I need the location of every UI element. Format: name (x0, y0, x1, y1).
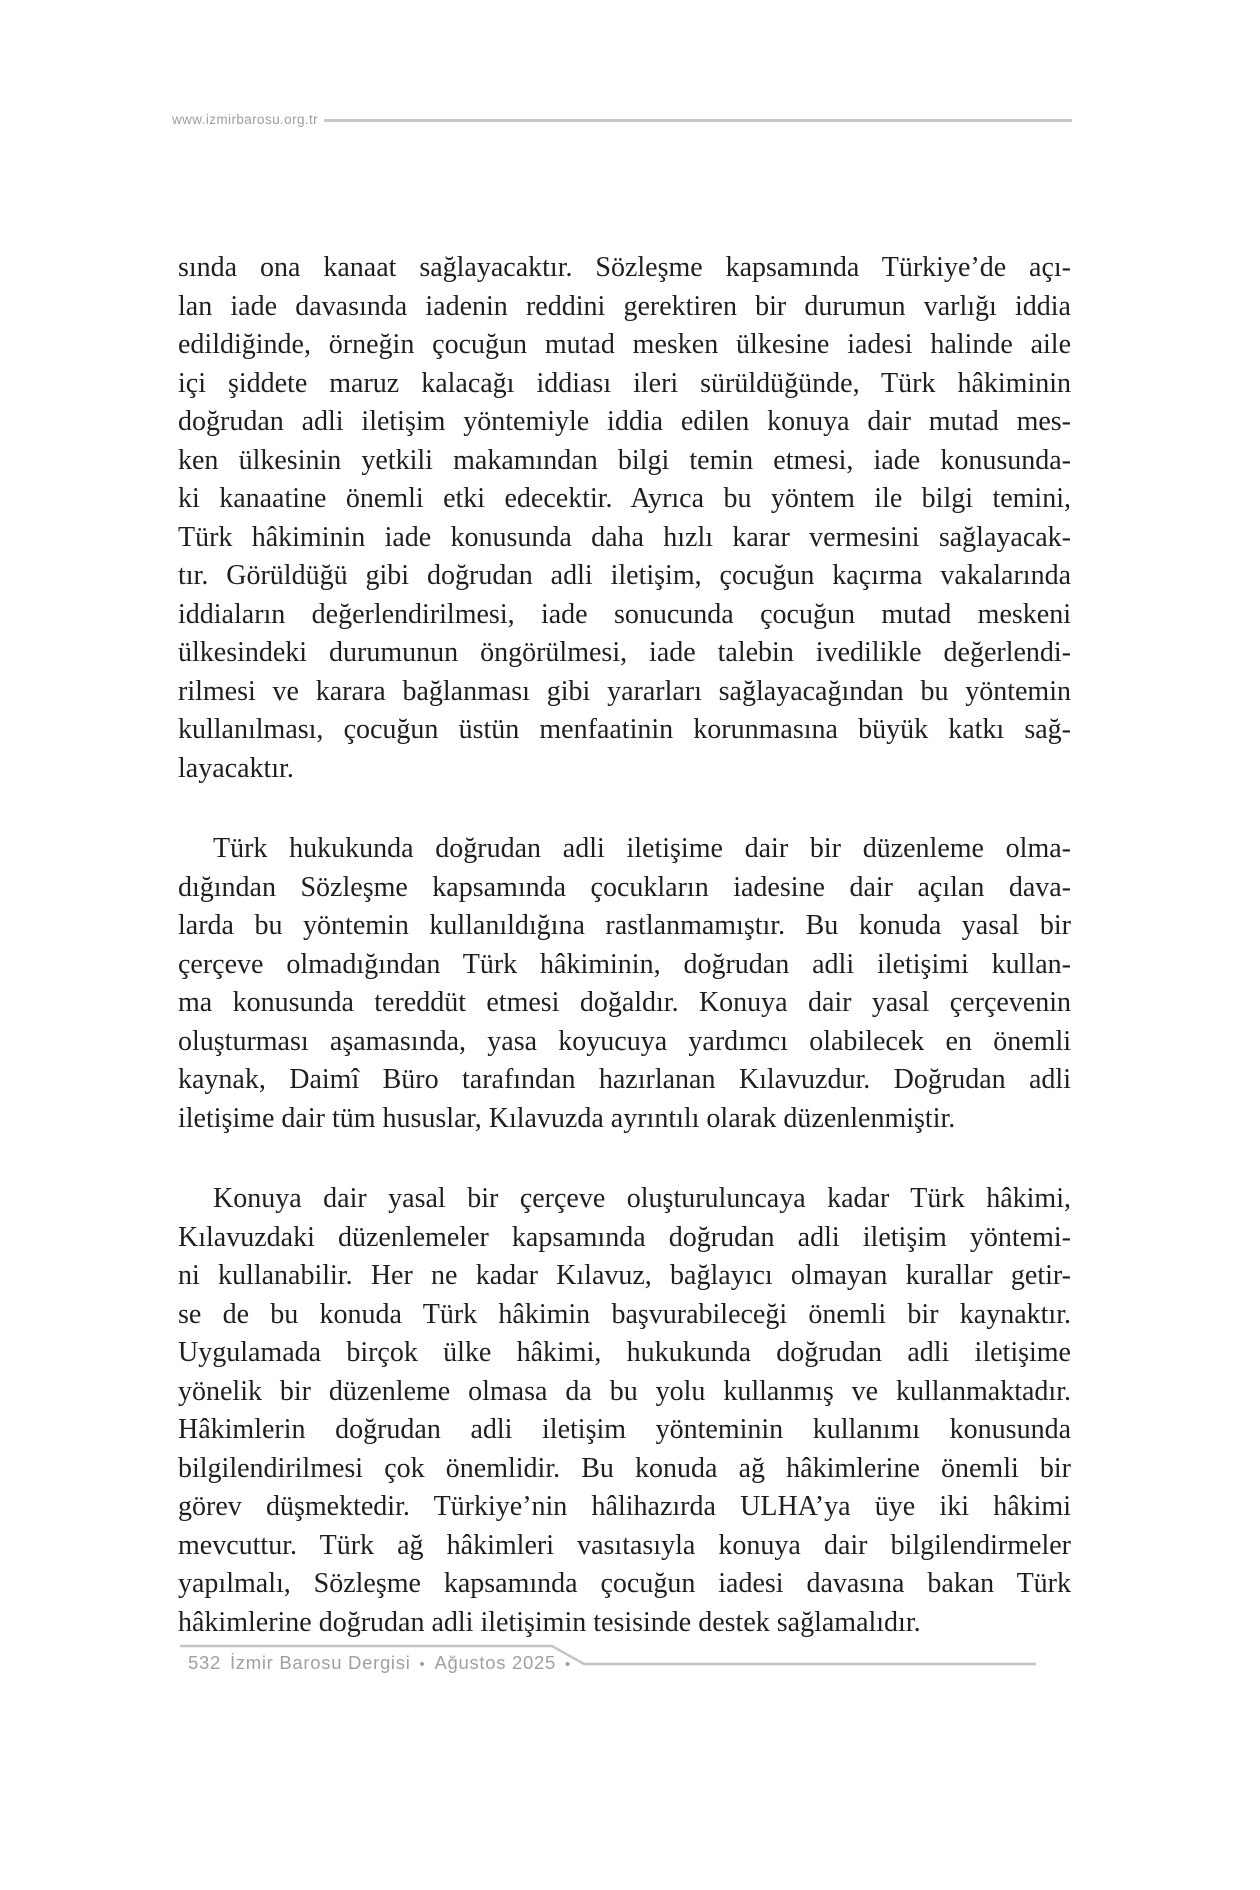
bullet-separator: • (419, 1656, 426, 1673)
text-line: ma konusunda tereddüt etmesi doğaldır. Konuya dair yasal çerçevenin (178, 987, 1071, 1018)
text-line: çerçeve olmadığından Türk hâkiminin, doğrudan adli iletişimi kullan- (178, 948, 1071, 980)
text-line: kullanılması, çocuğun üstün menfaatinin korunmasına büyük katkı sağ- (178, 714, 1071, 745)
text-line: kaynak, Daimî Büro tarafından hazırlanan Kılavuzdur. Doğrudan adli (178, 1064, 1071, 1095)
text-line: layacaktır. (178, 752, 294, 784)
paragraph (178, 249, 1071, 788)
bullet-separator: • (565, 1656, 571, 1673)
text-line: yapılmalı, Sözleşme kapsamında çocuğun iadesi davasına bakan Türk (178, 1568, 1071, 1599)
text-line: Konuya dair yasal bir çerçeve oluşturuluncaya kadar Türk hâkimi, (213, 1183, 1071, 1214)
text-line: rilmesi ve karara bağlanması gibi yararları sağlayacağından bu yöntemin (178, 675, 1071, 707)
header-rule (324, 119, 1072, 122)
text-line: yönelik bir düzenleme olmasa da bu yolu kullanmış ve kullanmaktadır. (178, 1375, 1071, 1407)
text-line: iddiaların değerlendirilmesi, iade sonucunda çocuğun mutad meskeni (178, 598, 1071, 630)
text-line: ni kullanabilir. Her ne kadar Kılavuz, bağlayıcı olmayan kurallar getir- (178, 1260, 1071, 1291)
text-line: ülkesindeki durumunun öngörülmesi, iade talebin ivedilikle değerlendi- (178, 637, 1071, 668)
text-line: dığından Sözleşme kapsamında çocukların iadesine dair açılan dava- (178, 871, 1071, 903)
text-line: edildiğinde, örneğin çocuğun mutad mesken ülkesine iadesi halinde aile (178, 329, 1071, 360)
text-line: görev düşmektedir. Türkiye’nin hâlihazırda ULHA’ya üye iki hâkimi (178, 1491, 1071, 1522)
text-line: mevcuttur. Türk ağ hâkimleri vasıtasıyla konuya dair bilgilendirmeler (178, 1529, 1071, 1561)
text-line: Türk hukukunda doğrudan adli iletişime dair bir düzenleme olma- (213, 833, 1071, 864)
text-line: lan iade davasında iadenin reddini gerektiren bir durumun varlığı iddia (178, 290, 1071, 322)
page-header (172, 112, 1072, 127)
text-line: Kılavuzdaki düzenlemeler kapsamında doğrudan adli iletişim yöntemi- (178, 1221, 1071, 1253)
text-line: ken ülkesinin yetkili makamından bilgi temin etmesi, iade konusunda- (178, 444, 1071, 476)
paragraph (178, 1180, 1071, 1642)
text-line: se de bu konuda Türk hâkimin başvurabileceği önemli bir kaynaktır. (178, 1298, 1071, 1330)
text-line: sında ona kanaat sağlayacaktır. Sözleşme kapsamında Türkiye’de açı- (178, 252, 1071, 283)
text-line: hâkimlerine doğrudan adli iletişimin tesisinde destek sağlamalıdır. (178, 1606, 921, 1638)
website-url: www.izmirbarosu.org.tr (172, 112, 319, 127)
text-line: Uygulamada birçok ülke hâkimi, hukukunda doğrudan adli iletişime (178, 1337, 1071, 1368)
journal-name: İzmir Barosu Dergisi (229, 1652, 411, 1673)
text-line: iletişime dair tüm hususlar, Kılavuzda ayrıntılı olarak düzenlenmiştir. (178, 1102, 956, 1134)
text-line: oluşturması aşamasında, yasa koyucuya yardımcı olabilecek en önemli (178, 1025, 1071, 1057)
text-line: tır. Görüldüğü gibi doğrudan adli iletişim, çocuğun kaçırma vakalarında (178, 560, 1071, 591)
text-line: içi şiddete maruz kalacağı iddiası ileri sürüldüğünde, Türk hâkiminin (178, 367, 1071, 399)
text-line: ki kanaatine önemli etki edecektir. Ayrıca bu yöntem ile bilgi temini, (178, 483, 1071, 514)
text-line: Türk hâkiminin iade konusunda daha hızlı karar vermesini sağlayacak- (178, 521, 1071, 553)
text-line: Hâkimlerin doğrudan adli iletişim yönteminin kullanımı konusunda (178, 1414, 1071, 1445)
paragraph (178, 830, 1071, 1138)
page-footer (188, 1652, 571, 1674)
page-number: 532 (188, 1652, 221, 1673)
text-line: larda bu yöntemin kullanıldığına rastlanmamıştır. Bu konuda yasal bir (178, 910, 1071, 941)
body-text (178, 249, 1071, 1642)
text-line: doğrudan adli iletişim yöntemiyle iddia edilen konuya dair mutad mes- (178, 406, 1071, 437)
issue-date: Ağustos 2025 (434, 1652, 557, 1673)
text-line: bilgilendirilmesi çok önemlidir. Bu konuda ağ hâkimlerine önemli bir (178, 1452, 1071, 1484)
